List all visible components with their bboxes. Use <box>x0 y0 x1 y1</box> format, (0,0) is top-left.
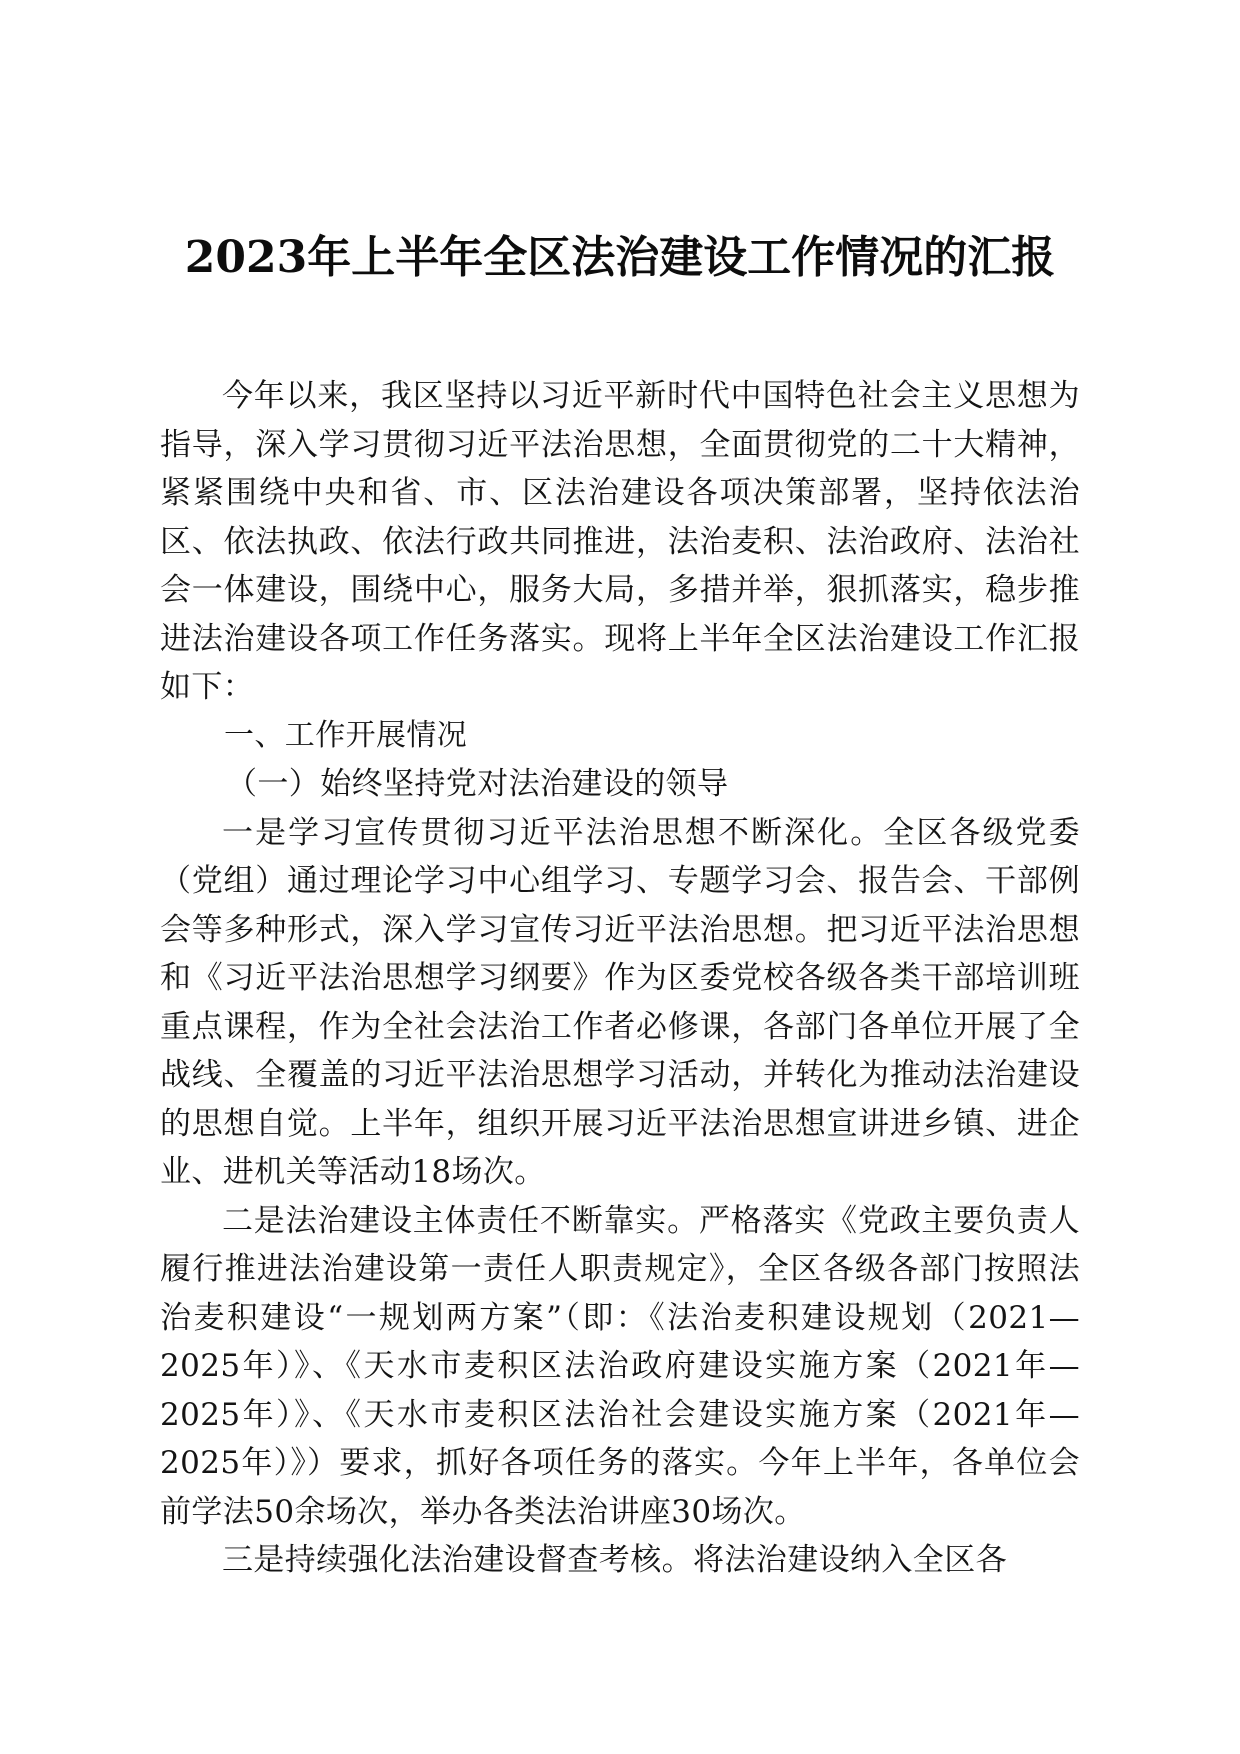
intro-paragraph: 今年以来，我区坚持以习近平新时代中国特色社会主义思想为指导，深入学习贯彻习近平法治思想，全面贯彻党的二十大精神，紧紧围绕中央和省、市、区法治建设各项决策部署，坚持依法治区、依法执政、依法行政共同推进，法治麦积、法治政府、法治社会一体建设，围绕中心，服务大局，多措并举，狠抓落实，稳步推进法治建设各项工作任务落实。现将上半年全区法治建设工作汇报如下： <box>160 378 1080 705</box>
document-title: 2023年上半年全区法治建设工作情况的汇报 <box>184 232 1056 283</box>
body-paragraph-1: 一是学习宣传贯彻习近平法治思想不断深化。全区各级党委（党组）通过理论学习中心组学习、专题学习会、报告会、干部例会等多种形式，深入学习宣传习近平法治思想。把习近平法治思想和《习近平法治思想学习纲要》作为区委党校各级各类干部培训班重点课程，作为全社会法治工作者必修课，各部门各单位开展了全战线、全覆盖的习近平法治思想学习活动，并转化为推动法治建设的思想自觉。上半年，组织开展习近平法治思想宣讲进乡镇、进企业、进机关等活动18场次。 <box>160 814 1080 1190</box>
section-heading: 一、工作开展情况 <box>224 717 468 753</box>
body-paragraph-2: 二是法治建设主体责任不断靠实。严格落实《党政主要负责人履行推进法治建设第一责任人职责规定》，全区各级各部门按照法治麦积建设“一规划两方案”（即：《法治麦积建设规划（2021—2025年）》、《天水市麦积区法治政府建设实施方案（2021年—2025年）》、《天水市麦积区法治社会建设实施方案（2021年—2025年）》）要求，抓好各项任务的落实。今年上半年，各单位会前学法50余场次，举办各类法治讲座30场次。 <box>160 1202 1080 1530</box>
body-paragraph-3: 三是持续强化法治建设督查考核。将法治建设纳入全区各 <box>222 1542 1007 1578</box>
document-body <box>160 372 1080 1585</box>
subsection-heading: （一）始终坚持党对法治建设的领导 <box>226 766 729 802</box>
